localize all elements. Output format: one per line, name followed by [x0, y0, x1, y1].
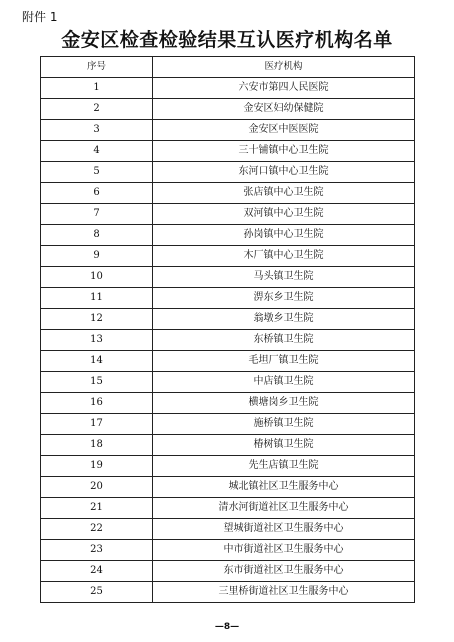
row-number-cell: 6	[41, 183, 153, 204]
table-row	[41, 288, 415, 309]
row-number-cell: 4	[41, 141, 153, 162]
table-row	[41, 120, 415, 141]
row-number-cell: 20	[41, 477, 153, 498]
row-number-cell: 16	[41, 393, 153, 414]
table-row	[41, 267, 415, 288]
row-number-cell: 23	[41, 540, 153, 561]
row-number-cell: 7	[41, 204, 153, 225]
institution-name-cell: 施桥镇卫生院	[153, 414, 415, 435]
table-row	[41, 519, 415, 540]
institution-name-cell: 毛坦厂镇卫生院	[153, 351, 415, 372]
institution-name-cell: 马头镇卫生院	[153, 267, 415, 288]
table-row	[41, 99, 415, 120]
row-number-cell: 8	[41, 225, 153, 246]
table-row	[41, 582, 415, 603]
institution-table	[40, 56, 415, 603]
institution-name-cell: 中店镇卫生院	[153, 372, 415, 393]
row-number-cell: 1	[41, 78, 153, 99]
column-header-institution: 医疗机构	[153, 57, 415, 78]
row-number-cell: 18	[41, 435, 153, 456]
document-title: 金安区检查检验结果互认医疗机构名单	[61, 29, 393, 51]
attachment-label: 附件 1	[22, 10, 58, 24]
row-number-cell: 9	[41, 246, 153, 267]
institution-name-cell: 张店镇中心卫生院	[153, 183, 415, 204]
page-number: —8—	[214, 622, 240, 632]
table-row	[41, 435, 415, 456]
row-number-cell: 21	[41, 498, 153, 519]
institution-name-cell: 翁墩乡卫生院	[153, 309, 415, 330]
table-row	[41, 414, 415, 435]
table-row	[41, 372, 415, 393]
institution-name-cell: 东河口镇中心卫生院	[153, 162, 415, 183]
row-number-cell: 3	[41, 120, 153, 141]
institution-name-cell: 东市街道社区卫生服务中心	[153, 561, 415, 582]
institution-name-cell: 木厂镇中心卫生院	[153, 246, 415, 267]
institution-name-cell: 金安区妇幼保健院	[153, 99, 415, 120]
table-row	[41, 351, 415, 372]
table-row	[41, 78, 415, 99]
institution-name-cell: 横塘岗乡卫生院	[153, 393, 415, 414]
row-number-cell: 2	[41, 99, 153, 120]
row-number-cell: 12	[41, 309, 153, 330]
row-number-cell: 14	[41, 351, 153, 372]
row-number-cell: 17	[41, 414, 153, 435]
table-row	[41, 204, 415, 225]
column-header-number: 序号	[41, 57, 153, 78]
institution-name-cell: 双河镇中心卫生院	[153, 204, 415, 225]
row-number-cell: 15	[41, 372, 153, 393]
institution-name-cell: 城北镇社区卫生服务中心	[153, 477, 415, 498]
table-row	[41, 540, 415, 561]
row-number-cell: 19	[41, 456, 153, 477]
table-row	[41, 393, 415, 414]
institution-name-cell: 先生店镇卫生院	[153, 456, 415, 477]
row-number-cell: 11	[41, 288, 153, 309]
table-body	[41, 78, 415, 603]
institution-name-cell: 金安区中医医院	[153, 120, 415, 141]
institution-name-cell: 六安市第四人民医院	[153, 78, 415, 99]
table-row	[41, 561, 415, 582]
institution-name-cell: 椿树镇卫生院	[153, 435, 415, 456]
institution-name-cell: 中市街道社区卫生服务中心	[153, 540, 415, 561]
institution-name-cell: 东桥镇卫生院	[153, 330, 415, 351]
row-number-cell: 5	[41, 162, 153, 183]
table-row	[41, 141, 415, 162]
table-row	[41, 225, 415, 246]
table-row	[41, 183, 415, 204]
row-number-cell: 24	[41, 561, 153, 582]
table-row	[41, 330, 415, 351]
institution-name-cell: 望城街道社区卫生服务中心	[153, 519, 415, 540]
row-number-cell: 25	[41, 582, 153, 603]
table-row	[41, 477, 415, 498]
row-number-cell: 10	[41, 267, 153, 288]
institution-name-cell: 淠东乡卫生院	[153, 288, 415, 309]
table-row	[41, 498, 415, 519]
institution-name-cell: 孙岗镇中心卫生院	[153, 225, 415, 246]
table-header-row	[41, 57, 415, 78]
institution-name-cell: 三十铺镇中心卫生院	[153, 141, 415, 162]
table-row	[41, 246, 415, 267]
table-row	[41, 162, 415, 183]
row-number-cell: 13	[41, 330, 153, 351]
row-number-cell: 22	[41, 519, 153, 540]
table-row	[41, 456, 415, 477]
institution-name-cell: 清水河街道社区卫生服务中心	[153, 498, 415, 519]
institution-name-cell: 三里桥街道社区卫生服务中心	[153, 582, 415, 603]
table-row	[41, 309, 415, 330]
